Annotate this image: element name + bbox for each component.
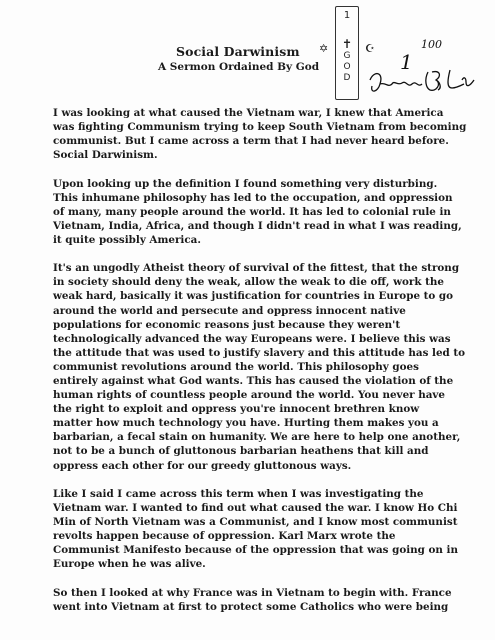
handwritten-signature — [366, 66, 476, 106]
paragraph: I was looking at what caused the Vietnam war, I knew that America was fighting Communism trying to keep South Vietnam from becoming communist. But I came across a term that I had never heard before. Social Darwinism. — [53, 107, 467, 162]
star-of-david-icon: ✡ — [319, 42, 329, 55]
document-title: Social Darwinism — [176, 44, 300, 59]
cross-icon: ✝ — [341, 37, 353, 51]
paragraph: So then I looked at why France was in Vietnam to begin with. France went into Vietnam at first to protect some Catholics who were being — [53, 586, 452, 613]
stamp-god-text: G O D — [343, 51, 351, 83]
paragraph: Upon looking up the definition I found something very disturbing. This inhumane philosophy has led to the occupation, and oppression of many, many people around the world. It has led to colonial rule in Vietnam, India, Africa, and though I didn't read in what I was reading, it quite possibly America. — [53, 177, 462, 246]
paragraph: It's an ungodly Atheist theory of survival of the fittest, that the strong in society should deny the weak, allow the weak to die off, work the weak hard, basically it was justification for countries in Europe to go around the world and persecute and oppress innocent native populations for economic reasons just because they weren't technologically advanced the way Europeans were. I believe this was the attitude that was used to justify slavery and this attitude has led to communist revolutions around the world. This philosophy goes entirely against what God wants. This has caused the violation of the human rights of countless people around the world. You never have the right to exploit and oppress you're innocent brethren know matter how much technology you have. Hurting them makes you a barbarian, a fecal stain on humanity. We are here to help one another, not to be a bunch of gluttonous barbarian heathens that kill and oppress each other for our greedy gluttonous ways. — [53, 262, 466, 472]
handwritten-number-1: 1 — [400, 50, 413, 74]
handwritten-number-100: 100 — [421, 38, 442, 51]
paragraph: Like I said I came across this term when I was investigating the Vietnam war. I wanted to find out what caused the war. I know Ho Chi Min of North Vietnam was a Communist, and I know most communist revolts happen because of oppression. Karl Marx wrote the Communist Manifesto because of the oppression that was going on in Europe when he was alive. — [53, 487, 458, 571]
religious-stamp — [335, 6, 359, 100]
document-body — [53, 106, 467, 628]
document-subtitle: A Sermon Ordained By God — [158, 61, 320, 73]
stamp-number: 1 — [343, 10, 351, 21]
crescent-icon: ☪ — [365, 42, 375, 55]
